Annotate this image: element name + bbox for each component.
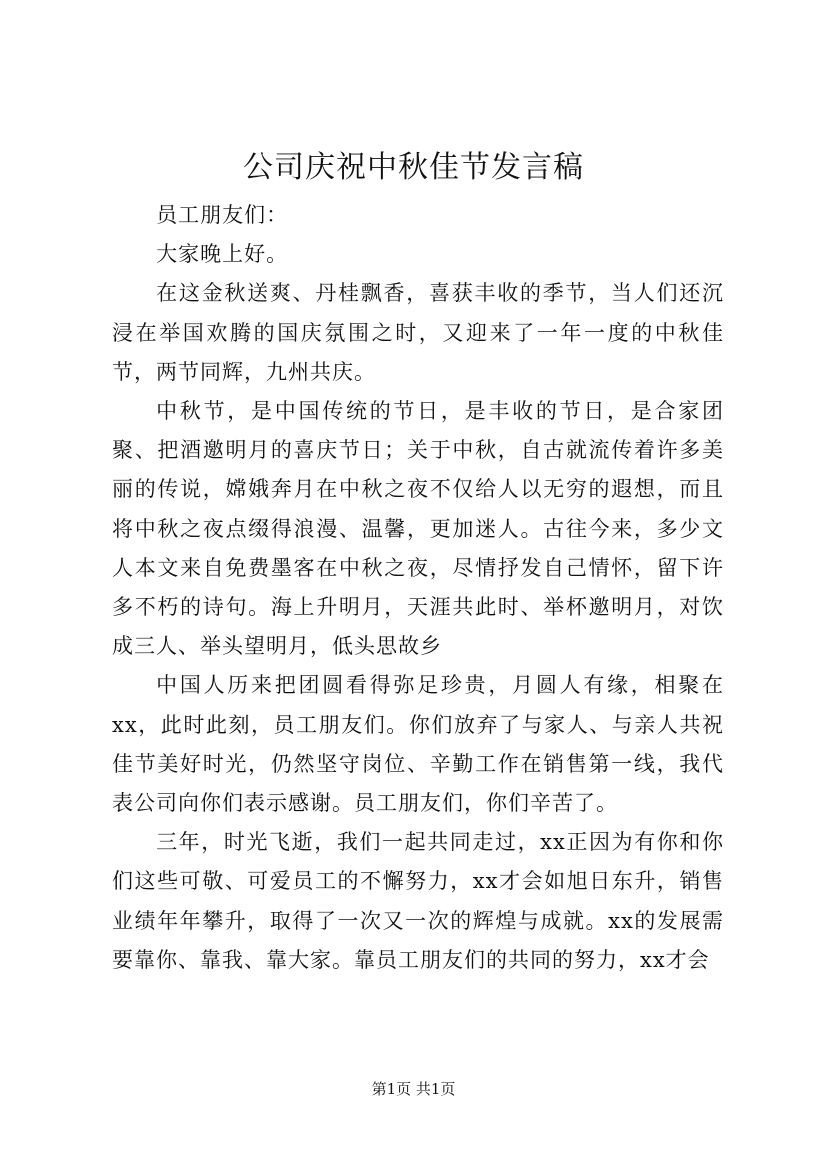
salutation-paragraph: 大家晚上好。 xyxy=(156,242,289,267)
page-number-footer: 第1页 共1页 xyxy=(371,1080,456,1098)
document-title: 公司庆祝中秋佳节发言稿 xyxy=(243,150,584,185)
greeting-paragraph: 员工朋友们： xyxy=(156,203,289,227)
document-body xyxy=(112,196,724,980)
body-paragraph: 三年，时光飞逝，我们一起共同走过，xx正因为有你和你们这些可敬、可爱员工的不懈努力，xx才会如旭日东升，销售业绩年年攀升，取得了一次又一次的辉煌与成就。xx的发展需要靠你、靠我、靠大家。靠员工朋友们的共同的努力，xx才会 xyxy=(112,830,724,972)
body-paragraph: 中国人历来把团圆看得弥足珍贵，月圆人有缘，相聚在xx，此时此刻，员工朋友们。你们放弃了与家人、与亲人共祝佳节美好时光，仍然坚守岗位、辛勤工作在销售第一线，我代表公司向你们表示感谢。员工朋友们，你们辛苦了。 xyxy=(112,673,724,816)
body-paragraph: 中秋节，是中国传统的节日，是丰收的节日，是合家团聚、把酒邀明月的喜庆节日；关于中秋，自古就流传着许多美丽的传说，嫦娥奔月在中秋之夜不仅给人以无穷的遐想，而且将中秋之夜点缀得浪漫、温馨，更加迷人。古往今来，多少文人本文来自免费墨客在中秋之夜，尽情抒发自己情怀，留下许多不朽的诗句。海上升明月，天涯共此时、举杯邀明月，对饮成三人、举头望明月，低头思故乡 xyxy=(112,399,724,659)
body-paragraph: 在这金秋送爽、丹桂飘香，喜获丰收的季节，当人们还沉浸在举国欢腾的国庆氛围之时，又迎来了一年一度的中秋佳节，两节同辉，九州共庆。 xyxy=(112,281,724,384)
